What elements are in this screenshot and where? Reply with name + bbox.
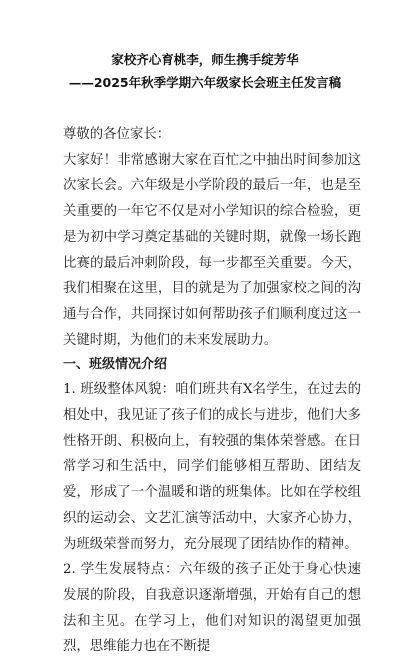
section-item-student-development: 2. 学生发展特点：六年级的孩子正处于身心快速发展的阶段，自我意识逐渐增强，开始有自己的想法和主见。在学习上，他们对知识的渴望更加强烈，思维能力也在不断提 xyxy=(63,562,361,655)
document-body xyxy=(63,122,361,660)
paragraph-greeting: 大家好！非常感谢大家在百忙之中抽出时间参加这次家长会。六年级是小学阶段的最后一年，也是至关重要的一年它不仅是对小学知识的综合检验，更是为初中学习奠定基础的关键时期，就像一场长跑比赛的最后冲刺阶段，每一步都至关重要。今天，我们相聚在这里，目的就是为了加强家校之间的沟通与合作，共同探讨如何帮助孩子们顺利度过这一关键时期，为他们的未来发展助力。 xyxy=(63,152,361,348)
section-item-class-overview: 1. 班级整体风貌：咱们班共有X名学生，在过去的相处中，我见证了孩子们的成长与进步，他们大多性格开朗、积极向上，有较强的集体荣誉感。在日常学习和生活中，同学们能够相互帮助、团结友爱，形成了一个温暖和谐的班集体。比如在学校组织的运动会、文艺汇演等活动中，大家齐心协力，为班级荣誉而努力，充分展现了团结协作的精神。 xyxy=(63,382,361,552)
document-title: 家校齐心育桃李，师生携手绽芳华 xyxy=(111,52,299,67)
salutation: 尊敬的各位家长： xyxy=(63,127,171,142)
document-subtitle: ——2025年秋季学期六年级家长会班主任发言稿 xyxy=(68,75,342,90)
section-heading-class-intro: 一、班级情况介绍 xyxy=(63,357,168,373)
